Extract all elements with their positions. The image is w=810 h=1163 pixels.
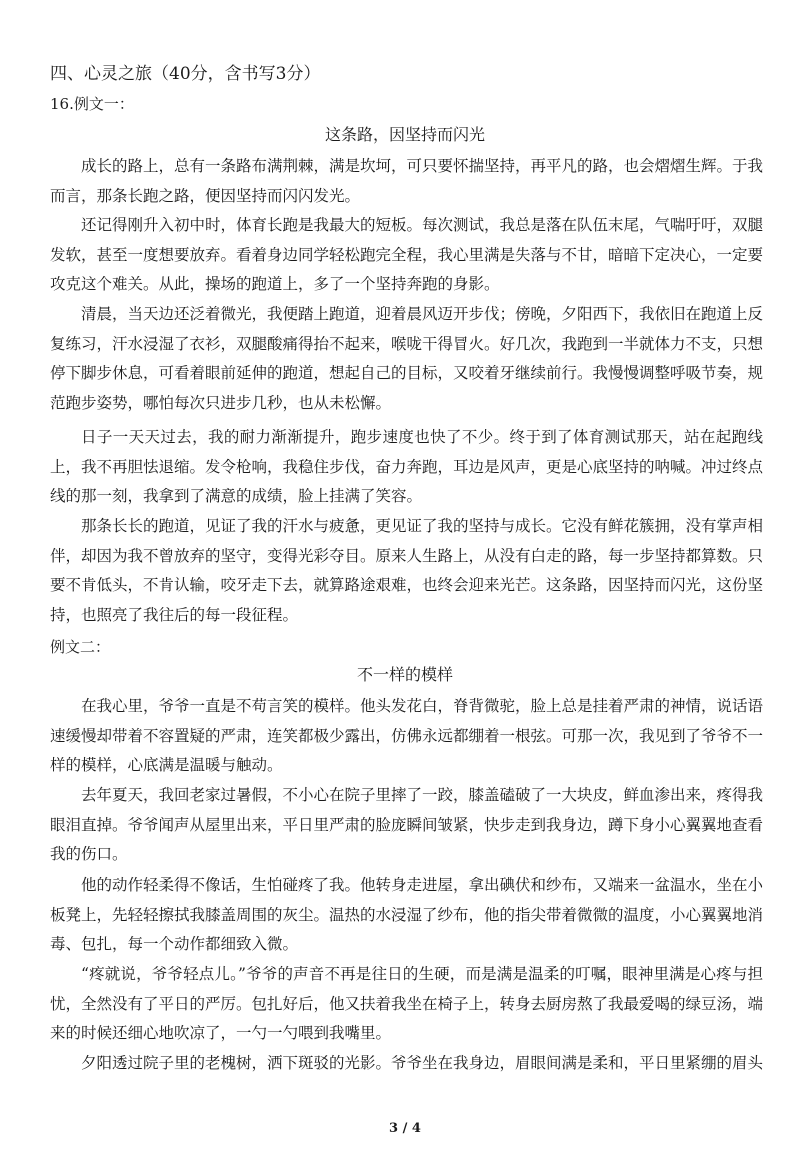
- question-16-label: 16.例文一：: [50, 95, 134, 113]
- essay1-paragraph-2: 还记得刚升入初中时，体育长跑是我最大的短板。每次测试，我总是落在队伍末尾，气喘吁吁，双腿发软，甚至一度想要放弃。看着身边同学轻松跑完全程，我心里满是失落与不甘，暗暗下定决心，一定要攻克这个难关。从此，操场的跑道上，多了一个坚持奔跑的身影。: [50, 216, 764, 293]
- essay2-label: 例文二：: [50, 638, 111, 656]
- essay1-paragraph-1: 成长的路上，总有一条路布满荆棘，满是坎坷，可只要怀揣坚持，再平凡的路，也会熠熠生辉。于我而言，那条长跑之路，便因坚持而闪闪发光。: [50, 157, 764, 205]
- page-number: 3 / 4: [389, 1121, 421, 1136]
- essay2-paragraph-1: 在我心里，爷爷一直是不苟言笑的模样。他头发花白，脊背微驼，脸上总是挂着严肃的神情，说话语速缓慢却带着不容置疑的严肃，连笑都极少露出，仿佛永远都绷着一根弦。可那一次，我见到了爷爷不一样的模样，心底满是温暖与触动。: [50, 697, 764, 774]
- essay1-paragraph-5: 那条长长的跑道，见证了我的汗水与疲惫，更见证了我的坚持与成长。它没有鲜花簇拥，没有掌声相伴，却因为我不曾放弃的坚守，变得光彩夺目。原来人生路上，从没有白走的路，每一步坚持都算数。只要不肯低头，不肯认输，咬牙走下去，就算路途艰难，也终会迎来光芒。这条路，因坚持而闪光，这份坚持，也照亮了我往后的每一段征程。: [50, 517, 764, 624]
- essay1-title: 这条路，因坚持而闪光: [324, 125, 485, 144]
- essay1-paragraph-3: 清晨，当天边还泛着微光，我便踏上跑道，迎着晨风迈开步伐；傍晚，夕阳西下，我依旧在跑道上反复练习，汗水浸湿了衣衫，双腿酸痛得抬不起来，喉咙干得冒火。好几次，我跑到一半就体力不支，只想停下脚步休息，可看着眼前延伸的跑道，想起自己的目标，又咬着牙继续前行。我慢慢调整呼吸节奏，规范跑步姿势，哪怕每次只进步几秒，也从未松懈。: [50, 305, 764, 412]
- essay2-paragraph-4: “疼就说，爷爷轻点儿。”爷爷的声音不再是往日的生硬，而是满是温柔的叮嘱，眼神里满是心疼与担忧，全然没有了平日的严厉。包扎好后，他又扶着我坐在椅子上，转身去厨房熬了我最爱喝的绿豆汤，端来的时候还细心地吹凉了，一勺一勺喂到我嘴里。: [50, 965, 764, 1042]
- essay2-paragraph-5: 夕阳透过院子里的老槐树，洒下斑驳的光影。爷爷坐在我身边，眉眼间满是柔和，平日里紧绷的眉头: [81, 1054, 764, 1072]
- essay2-paragraph-3: 他的动作轻柔得不像话，生怕碰疼了我。他转身走进屋，拿出碘伏和纱布，又端来一盆温水，坐在小板凳上，先轻轻擦拭我膝盖周围的灰尘。温热的水浸湿了纱布，他的指尖带着微微的温度，小心翼翼地消毒、包扎，每一个动作都细致入微。: [50, 876, 764, 953]
- section-heading: 四、心灵之旅（40分，含书写3分）: [50, 64, 321, 84]
- essay2-paragraph-2: 去年夏天，我回老家过暑假，不小心在院子里摔了一跤，膝盖磕破了一大块皮，鲜血渗出来，疼得我眼泪直掉。爷爷闻声从屋里出来，平日里严肃的脸庞瞬间皱紧，快步走到我身边，蹲下身小心翼翼地查看我的伤口。: [50, 786, 764, 863]
- essay2-title: 不一样的模样: [356, 665, 453, 684]
- essay1-paragraph-4: 日子一天天过去，我的耐力渐渐提升，跑步速度也快了不少。终于到了体育测试那天，站在起跑线上，我不再胆怯退缩。发令枪响，我稳住步伐，奋力奔跑，耳边是风声，更是心底坚持的呐喊。冲过终点线的那一刻，我拿到了满意的成绩，脸上挂满了笑容。: [50, 428, 764, 505]
